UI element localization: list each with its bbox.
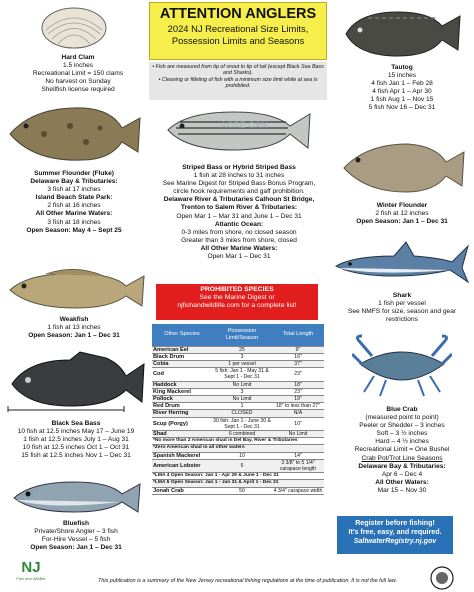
blue-crab-name: Blue Crab [386,406,418,413]
striped-bass-name: Striped Bass or Hybrid Striped Bass [182,164,296,171]
table-row [152,417,324,430]
prohibited-line-2: njfishandwildlife.com for a complete list! [177,302,297,310]
table-header-possession: Possession Limit/Season [212,324,272,346]
summer-flounder-image [4,104,144,164]
table-row [152,480,324,487]
note-2: • Cleaning or filleting of fish with a minimum size limit while at sea is prohibited. [158,76,318,90]
species-cell: Scup (Porgy) [152,417,212,430]
length-cell: 3 3/8" to 5 1/4" carapace length [272,459,324,472]
table-note: *Zero American shad in all other waters [152,445,324,452]
striped-bass-note-1: See Marine Digest for Striped Bass Bonus Program, [162,180,316,188]
possession-cell: 50 [212,487,272,494]
table-row [152,459,324,472]
length-cell: 37" [272,360,324,367]
tautog-image [338,6,464,60]
nj-fish-wildlife-logo [12,560,50,590]
species-cell: Jonah Crab [152,487,212,494]
black-sea-bass-name: Black Sea Bass [51,420,101,427]
blue-crab-info [338,406,466,495]
possession-cell: 5 fish: Jan 1 - May 31 & Sept 1 - Dec 31 [212,368,272,381]
blue-crab-region-1: Delaware Bay & Tributaries: [358,462,446,470]
table-row [152,395,324,402]
bluefish-limit-1: Private/Shore Angler – 3 fish [34,528,118,536]
prohibited-title: PROHIBITED SPECIES [200,286,274,293]
winter-flounder-limit: 2 fish at 12 inches [375,210,429,218]
summer-flounder-region-2: Island Beach State Park: [35,194,113,202]
weakfish-image [6,264,146,314]
black-sea-bass-season-3: 10 fish at 12.5 inches Oct 1 – Oct 31 [22,444,130,452]
striped-bass-season-2b: Greater than 3 miles from shore, closed [181,236,297,244]
summer-flounder-info [4,170,144,235]
length-cell: 18" [272,381,324,388]
bluefish-info [4,520,148,552]
bluefish-image [10,474,142,518]
table-note: *LMA 4 Open Season: Jan 1 - Apr 29 & June 1 - Dec 31 [152,473,324,480]
species-cell: American Eel [152,346,212,353]
table-note: *No more than 2 American shad in Del Bay, River & Tributaries [152,438,324,445]
watermark: ACRE CAN [220,120,268,130]
blue-crab-image [352,334,452,398]
bluefish-name: Bluefish [62,520,89,527]
length-cell: 18" to less than 27" [272,403,324,410]
logo-caption: Fish and Wildlife [16,576,46,581]
table-header-length: Total Length [272,324,324,346]
striped-bass-info [150,164,328,261]
blue-crab-measure: (measured point to point) [365,414,439,422]
striped-bass-region-2: Atlantic Ocean: [214,220,264,228]
blue-crab-limit: Recreational Limit = One Bushel [354,446,450,454]
striped-bass-region-1a: Delaware River & Tributaries Calhoun St Bridge, [163,196,315,204]
striped-bass-image [164,104,314,156]
possession-cell: 3 [212,353,272,360]
hard-clam-limit: Recreational Limit = 150 clams [32,70,124,78]
summer-flounder-limit-2: 2 fish at 16 inches [47,202,101,210]
table-row [152,487,324,494]
species-cell: Shad [152,430,212,437]
black-sea-bass-info [2,420,150,460]
disclaimer-footer: This publication is a summary of the New Jersey recreational fishing regulations at the time of publication. It is not the full law. [98,578,397,584]
logo-letters: NJ [21,559,41,576]
possession-cell: 25 [212,346,272,353]
striped-bass-season-2a: 0-3 miles from shore, no closed season [181,228,297,236]
length-cell: 10" [272,417,324,430]
winter-flounder-name: Winter Flounder [376,202,428,209]
possession-cell: 6 combined [212,430,272,437]
table-row [152,438,324,445]
table-row [152,410,324,417]
length-cell: 23" [272,368,324,381]
possession-cell: 3 [212,388,272,395]
register-line-1: Register before fishing! [355,519,435,527]
blue-crab-season-1: Apr 6 – Dec 4 [381,470,423,478]
striped-bass-region-3: All Other Marine Waters: [200,244,278,252]
other-species-table [152,324,324,495]
register-line-2: It's free, easy, and required. [348,528,442,536]
table-row [152,346,324,353]
species-cell: River Herring [152,410,212,417]
species-cell: Red Drum [152,403,212,410]
possession-cell: 1 per vessel [212,360,272,367]
hard-clam-info [8,54,148,94]
striped-bass-note-2: circle hook requirements and gaff prohibition. [173,188,305,196]
table-row [152,353,324,360]
summer-flounder-region-3: All Other Marine Waters: [35,210,113,218]
bluefish-limit-2: For-Hire Vessel – 5 fish [41,536,111,544]
possession-cell: No Limit [212,395,272,402]
shark-note-1: See NMFS for size, season and gear [347,308,457,316]
winter-flounder-season: Open Season: Jan 1 – Dec 31 [356,218,448,226]
table-row [152,445,324,452]
length-cell: 9" [272,346,324,353]
blue-crab-season-2: Mar 15 – Nov 30 [377,486,427,494]
table-header-species: Other Species [152,324,212,346]
table-row [152,381,324,388]
tautog-name: Tautog [391,64,413,71]
register-link[interactable]: SaltwaterRegistry.nj.gov [353,537,437,545]
blue-crab-region-2: All Other Waters: [375,478,429,486]
header-banner [149,2,327,60]
summer-flounder-limit-3: 3 fish at 18 inches [47,218,101,226]
weakfish-name: Weakfish [59,316,89,323]
species-cell: Black Drum [152,353,212,360]
weakfish-info [4,316,144,340]
prohibited-line-1: See the Marine Digest or [199,294,275,302]
hard-clam-size: 1.5 inches [62,62,94,70]
tautog-season-4: 5 fish Nov 16 – Dec 31 [368,104,436,112]
note-1: • Fish are measured from tip of snout to tip of tail (except Black Sea Bass and Sharks). [152,64,324,77]
hard-clam-image [40,4,108,50]
shark-info [338,292,466,324]
table-note: *LMA 5 Open Season: Jan 1 - Jan 31 & April 1 - Dec 31 [152,480,324,487]
table-row [152,388,324,395]
hard-clam-sunday: No harvest on Sunday [45,78,111,86]
shark-name: Shark [392,292,412,299]
black-sea-bass-season-4: 15 fish at 12.5 inches Nov 1 – Dec 31 [21,452,131,460]
tautog-info [338,64,466,113]
prohibited-species-box [156,284,318,320]
tautog-season-2: 4 fish Apr 1 – Apr 30 [372,88,432,96]
length-cell: N/A [272,410,324,417]
striped-bass-region-1b: Trenton to Salem River & Tributaries: [180,204,298,212]
black-sea-bass-image [6,350,146,412]
winter-flounder-info [338,202,466,226]
weakfish-season: Open Season: Jan 1 – Dec 31 [28,332,120,340]
striped-bass-season-1: Open Mar 1 – Mar 31 and June 1 – Dec 31 [176,212,302,220]
striped-bass-season-3: Open Mar 1 – Dec 31 [207,253,271,261]
black-sea-bass-season-2: 1 fish at 12.5 inches July 1 – Aug 31 [23,436,129,444]
blue-crab-hard: Hard – 4 ½ inches [375,438,429,446]
hard-clam-license: Shellfish license required [41,86,115,94]
blue-crab-pot-seasons: Crab Pot/Trot Line Seasons [361,454,443,462]
tautog-season-3: 1 fish Aug 1 – Nov 15 [370,96,434,104]
register-box [337,516,453,554]
possession-cell: 10 [212,452,272,459]
summer-flounder-season: Open Season: May 4 – Sept 25 [26,226,122,234]
shark-limit: 1 fish per vessel [378,300,426,308]
shark-image [334,238,470,286]
species-cell: Spanish Mackerel [152,452,212,459]
table-row [152,403,324,410]
shark-note-2: restrictions [386,316,418,324]
table-row [152,452,324,459]
table-row [152,360,324,367]
length-cell: 4 3/4" carapace width [273,487,323,494]
measurement-notes [149,62,327,100]
length-cell: 19" [272,395,324,402]
weakfish-size: 1 fish at 13 inches [47,324,101,332]
summer-flounder-name: Summer Flounder (Fluke) [34,170,114,177]
table-row [152,368,324,381]
species-cell: American Lobster [152,459,212,472]
summer-flounder-region-1: Delaware Bay & Tributaries: [30,178,118,186]
species-cell: Cobia [152,360,212,367]
tautog-season-1: 4 fish Jan 1 – Feb 28 [371,80,433,88]
page-title: ATTENTION ANGLERS [159,6,317,22]
black-sea-bass-season-1: 10 fish at 12.5 inches May 17 – June 19 [17,428,135,436]
striped-bass-size: 1 fish at 28 inches to 31 inches [193,172,285,180]
species-cell: Pollock [152,395,212,402]
winter-flounder-image [338,140,468,196]
possession-cell: 30 fish: Jan 1 - June 30 & Sept 1 - Dec 31 [213,417,271,430]
length-cell: 23" [272,388,324,395]
blue-crab-peeler: Peeler or Shedder – 3 inches [359,422,445,430]
species-cell: King Mackerel [152,388,212,395]
tautog-size: 15 inches [387,72,417,80]
length-cell: No Limit [272,430,324,437]
length-cell: 16" [272,353,324,360]
bluefish-season: Open Season: Jan 1 – Dec 31 [30,544,122,552]
species-cell: Haddock [152,381,212,388]
table-row [152,430,324,437]
summer-flounder-limit-1: 3 fish at 17 inches [47,186,101,194]
page-subtitle: 2024 NJ Recreational Size Limits, Possession Limits and Seasons [167,23,309,46]
length-cell: 14" [272,452,324,459]
possession-cell: No Limit [212,381,272,388]
species-cell: Cod [152,368,212,381]
table-row [152,473,324,480]
possession-cell: 6 [212,459,272,472]
hard-clam-name: Hard Clam [61,54,95,61]
blue-crab-soft: Soft – 3 ½ inches [376,430,428,438]
possession-cell: CLOSED [212,410,272,417]
possession-cell: 1 [212,403,272,410]
